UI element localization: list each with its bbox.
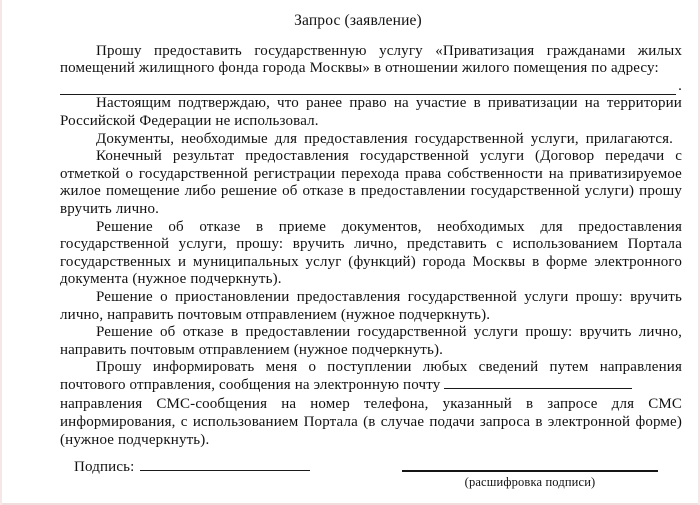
signature-label: Подпись: — [74, 459, 135, 476]
paragraph-suspension-decision: Решение о приостановлении предоставления государственной услуги прошу: вручить лично, направить почтовым отправлением (нужное подчеркнуть). — [60, 288, 682, 323]
paragraph-documents-attached: Документы, необходимые для предоставления государственной услуги, прилагаются. — [96, 130, 674, 147]
paragraph-refusal-of-documents: Решение об отказе в приеме документов, необходимых для предоставления государственной услуги, прошу: вручить лично, представить с использованием Портала государственных и муниципальных услуг (функций) города Москвы в форме электронного документа (нужное подчеркнуть). — [60, 218, 682, 288]
signature-right-block — [402, 459, 658, 492]
document-title: Запрос (заявление) — [294, 12, 422, 29]
signature-left-block — [74, 459, 310, 492]
paragraph-final-result: Конечный результат предоставления государственной услуги (Договор передачи с отметкой о государственной регистрации перехода права собственности на приватизируемое жилое помещение либо решение об отказе в предоставлении государственной услуги) прошу вручить лично. — [60, 148, 682, 217]
paragraph-notification — [60, 359, 682, 394]
address-blank-row — [60, 78, 682, 96]
signature-row — [60, 459, 682, 492]
signature-caption: (расшифровка подписи) — [464, 475, 596, 490]
address-blank-underline — [60, 81, 676, 95]
signature-blank-underline — [140, 459, 310, 471]
notification-text: Прошу информировать меня о поступлении любых сведений путем направления почтового отправления, сообщения на электронную почту — [60, 359, 682, 393]
paragraph-prior-use-confirmation: Настоящим подтверждаю, что ранее право на участие в приватизации на территории Российской Федерации не использовал. — [60, 95, 682, 129]
address-line-period: . — [678, 77, 682, 94]
paragraph-service-request: Прошу предоставить государственную услугу «Приватизация гражданами жилых помещений жилищного фонда города Москвы» в отношении жилого помещения по адресу: — [60, 42, 682, 77]
paragraph-notification-continued: направления СМС-сообщения на номер телефона, указанный в запросе для СМС информирования, с использованием Портала (в случае подачи запроса в электронной форме) (нужное подчеркнуть). — [60, 396, 682, 448]
paragraph-refusal-of-service: Решение об отказе в предоставлении государственной услуги прошу: вручить лично, направить почтовым отправлением (нужное подчеркнуть). — [60, 324, 682, 358]
signature-name-blank-underline — [402, 459, 658, 472]
email-blank-underline — [444, 377, 632, 389]
